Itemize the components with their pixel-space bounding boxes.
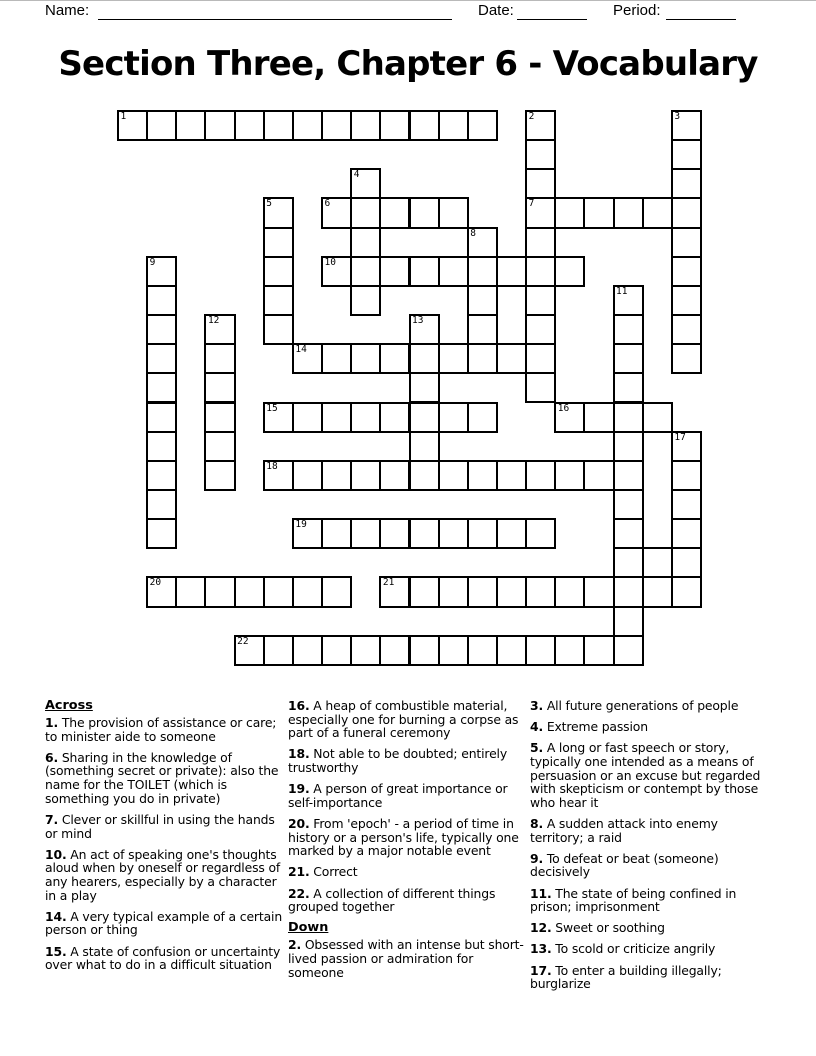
grid-cell bbox=[350, 460, 381, 491]
grid-cell bbox=[671, 197, 702, 228]
grid-cell bbox=[117, 110, 148, 141]
grid-cell bbox=[379, 402, 410, 433]
grid-cell bbox=[642, 547, 673, 578]
down-clue-2: 2. Obsessed with an intense but short-lived passion or admiration for someone bbox=[288, 937, 524, 980]
across-clue-7: 7. Clever or skillful in using the hands or mind bbox=[45, 811, 275, 841]
across-clue-1: 1. The provision of assistance or care; to minister aide to someone bbox=[45, 715, 277, 744]
down-clue-5: 5. A long or fast speech or story, typically one intended as a means of persuasion or an excuse but regarded with skepticism or contempt by those who hear it bbox=[530, 740, 761, 810]
grid-cell bbox=[321, 518, 352, 549]
grid-cell bbox=[379, 518, 410, 549]
page-top-border bbox=[0, 0, 816, 1]
grid-cell bbox=[671, 314, 702, 345]
grid-cell bbox=[438, 256, 469, 287]
grid-cell bbox=[525, 256, 556, 287]
grid-cell bbox=[467, 518, 498, 549]
grid-cell bbox=[671, 343, 702, 374]
grid-cell bbox=[613, 431, 644, 462]
cell-number: 3 bbox=[674, 111, 681, 122]
across-clue-22: 22. A collection of different things grouped together bbox=[288, 885, 496, 915]
grid-cell bbox=[438, 110, 469, 141]
grid-cell bbox=[496, 460, 527, 491]
grid-cell bbox=[613, 635, 644, 666]
clue-number: 4. bbox=[530, 719, 544, 735]
down-clue-11: 11. The state of being confined in prison; imprisonment bbox=[530, 885, 737, 915]
grid-cell bbox=[525, 460, 556, 491]
across-clue-19: 19. A person of great importance or self-importance bbox=[288, 781, 508, 810]
clue-number: 12. bbox=[530, 920, 552, 936]
cell-number: 15 bbox=[266, 402, 278, 414]
cell-number: 18 bbox=[266, 460, 278, 472]
grid-cell bbox=[175, 110, 206, 141]
grid-cell bbox=[146, 576, 177, 607]
cell-number: 13 bbox=[412, 315, 424, 327]
grid-cell bbox=[525, 372, 556, 403]
cell-number: 20 bbox=[149, 577, 162, 589]
clue-column-1 bbox=[45, 699, 288, 979]
grid-cell bbox=[554, 460, 585, 491]
grid-cell bbox=[350, 227, 381, 258]
grid-cell bbox=[554, 402, 585, 433]
grid-cell bbox=[175, 576, 206, 607]
grid-cell bbox=[613, 285, 644, 316]
grid-cell bbox=[467, 314, 498, 345]
grid-cell bbox=[409, 110, 440, 141]
page-title: Section Three, Chapter 6 - Vocabulary bbox=[58, 44, 758, 84]
grid-cell bbox=[204, 372, 235, 403]
grid-cell bbox=[379, 110, 410, 141]
grid-cell bbox=[671, 576, 702, 607]
grid-cell bbox=[613, 547, 644, 578]
grid-cell bbox=[263, 402, 294, 433]
grid-cell bbox=[263, 460, 294, 491]
grid-cell bbox=[671, 139, 702, 170]
grid-cell bbox=[525, 168, 556, 199]
grid-cell bbox=[583, 635, 614, 666]
grid-cell bbox=[350, 635, 381, 666]
grid-cell bbox=[496, 576, 527, 607]
grid-cell bbox=[379, 635, 410, 666]
grid-cell bbox=[467, 285, 498, 316]
grid-cell bbox=[613, 314, 644, 345]
grid-cell bbox=[438, 197, 469, 228]
across-clue-10: 10. An act of speaking one's thoughts aloud when by oneself or regardless of any hearers, especially by a character in a play bbox=[45, 846, 281, 903]
clue-number: 21. bbox=[288, 864, 310, 880]
grid-cell bbox=[292, 460, 323, 491]
grid-cell bbox=[146, 285, 177, 316]
grid-cell bbox=[642, 402, 673, 433]
grid-cell bbox=[321, 110, 352, 141]
grid-cell bbox=[263, 635, 294, 666]
grid-cell bbox=[409, 372, 440, 403]
clue-column-2 bbox=[288, 699, 526, 987]
grid-cell bbox=[554, 256, 585, 287]
grid-cell bbox=[321, 576, 352, 607]
grid-cell bbox=[321, 197, 352, 228]
grid-cell bbox=[204, 431, 235, 462]
clue-number: 18. bbox=[288, 746, 310, 762]
grid-cell bbox=[204, 460, 235, 491]
grid-cell bbox=[234, 110, 265, 141]
grid-cell bbox=[642, 576, 673, 607]
grid-cell bbox=[409, 402, 440, 433]
grid-cell bbox=[671, 431, 702, 462]
grid-cell bbox=[525, 518, 556, 549]
cell-number: 11 bbox=[616, 285, 628, 297]
grid-cell bbox=[642, 197, 673, 228]
down-clue-17: 17. To enter a building illegally; burglarize bbox=[530, 962, 722, 992]
across-clue-15: 15. A state of confusion or uncertainty over what to do in a difficult situation bbox=[45, 943, 281, 973]
grid-cell bbox=[321, 256, 352, 287]
grid-cell bbox=[583, 460, 614, 491]
grid-cell bbox=[409, 256, 440, 287]
grid-cell bbox=[467, 343, 498, 374]
grid-cell bbox=[379, 256, 410, 287]
grid-cell bbox=[204, 402, 235, 433]
clue-number: 9. bbox=[530, 850, 544, 866]
grid-cell bbox=[525, 139, 556, 170]
date-label: Date: bbox=[478, 2, 514, 19]
grid-cell bbox=[204, 314, 235, 345]
clue-column-3 bbox=[530, 699, 768, 998]
grid-cell bbox=[321, 460, 352, 491]
grid-cell bbox=[350, 518, 381, 549]
cell-number: 21 bbox=[382, 577, 395, 589]
clue-number: 5. bbox=[530, 740, 544, 756]
clue-number: 11. bbox=[530, 885, 552, 901]
grid-cell bbox=[409, 635, 440, 666]
grid-cell bbox=[438, 460, 469, 491]
clue-number: 3. bbox=[530, 698, 544, 713]
grid-cell bbox=[321, 635, 352, 666]
clue-number: 16. bbox=[288, 698, 310, 713]
grid-cell bbox=[525, 227, 556, 258]
down-clue-13: 13. To scold or criticize angrily bbox=[530, 941, 716, 957]
grid-cell bbox=[263, 314, 294, 345]
grid-cell bbox=[613, 460, 644, 491]
down-clue-12: 12. Sweet or soothing bbox=[530, 920, 665, 936]
clue-number: 19. bbox=[288, 781, 310, 797]
clue-number: 8. bbox=[530, 815, 544, 831]
grid-cell bbox=[525, 197, 556, 228]
grid-cell bbox=[321, 402, 352, 433]
clue-number: 20. bbox=[288, 815, 310, 831]
name-label: Name: bbox=[45, 2, 90, 19]
grid-cell bbox=[350, 285, 381, 316]
grid-cell bbox=[496, 635, 527, 666]
grid-cell bbox=[292, 343, 323, 374]
grid-cell bbox=[409, 460, 440, 491]
grid-cell bbox=[146, 372, 177, 403]
grid-cell bbox=[204, 576, 235, 607]
grid-cell bbox=[671, 489, 702, 520]
grid-cell bbox=[146, 460, 177, 491]
grid-cell bbox=[496, 343, 527, 374]
grid-cell bbox=[409, 518, 440, 549]
grid-cell bbox=[146, 256, 177, 287]
grid-cell bbox=[554, 635, 585, 666]
grid-cell bbox=[292, 518, 323, 549]
clue-number: 17. bbox=[530, 962, 552, 978]
cell-number: 16 bbox=[557, 402, 570, 414]
grid-cell bbox=[467, 110, 498, 141]
cell-number: 5 bbox=[266, 198, 272, 210]
clue-number: 14. bbox=[45, 908, 67, 924]
grid-cell bbox=[292, 635, 323, 666]
grid-cell bbox=[496, 518, 527, 549]
grid-cell bbox=[438, 402, 469, 433]
grid-cell bbox=[146, 489, 177, 520]
grid-cell bbox=[146, 402, 177, 433]
grid-cell bbox=[234, 576, 265, 607]
cell-number: 1 bbox=[120, 111, 127, 122]
grid-cell bbox=[467, 256, 498, 287]
cell-number: 8 bbox=[470, 227, 477, 239]
grid-cell bbox=[204, 343, 235, 374]
grid-cell bbox=[350, 197, 381, 228]
cell-number: 4 bbox=[353, 169, 360, 181]
across-clue-6: 6. Sharing in the knowledge of (something secret or private): also the name for the TOILET (which is something you do in private) bbox=[45, 749, 279, 806]
clue-number: 2. bbox=[288, 937, 302, 953]
clues-heading-down: Down bbox=[288, 920, 329, 936]
grid-cell bbox=[146, 110, 177, 141]
grid-cell bbox=[292, 576, 323, 607]
grid-cell bbox=[438, 576, 469, 607]
grid-cell bbox=[583, 197, 614, 228]
grid-cell bbox=[321, 343, 352, 374]
grid-cell bbox=[292, 110, 323, 141]
grid-cell bbox=[350, 343, 381, 374]
grid-cell bbox=[146, 343, 177, 374]
cell-number: 19 bbox=[295, 519, 307, 531]
grid-cell bbox=[409, 197, 440, 228]
grid-cell bbox=[263, 576, 294, 607]
down-clue-4: 4. Extreme passion bbox=[530, 719, 648, 735]
period-label: Period: bbox=[613, 2, 661, 19]
clue-number: 22. bbox=[288, 885, 310, 901]
grid-cell bbox=[438, 343, 469, 374]
grid-cell bbox=[613, 402, 644, 433]
grid-cell bbox=[525, 110, 556, 141]
cell-number: 14 bbox=[295, 344, 307, 356]
grid-cell bbox=[613, 518, 644, 549]
clues-heading-across: Across bbox=[45, 698, 93, 713]
cell-number: 6 bbox=[324, 198, 331, 210]
grid-cell bbox=[554, 576, 585, 607]
grid-cell bbox=[263, 227, 294, 258]
grid-cell bbox=[525, 314, 556, 345]
period-blank-line bbox=[666, 2, 736, 20]
grid-cell bbox=[409, 431, 440, 462]
name-blank-line bbox=[98, 2, 452, 20]
grid-cell bbox=[583, 402, 614, 433]
clue-number: 1. bbox=[45, 715, 59, 731]
cell-number: 22 bbox=[237, 635, 249, 647]
grid-cell bbox=[438, 518, 469, 549]
cell-number: 10 bbox=[324, 256, 336, 268]
grid-cell bbox=[467, 576, 498, 607]
grid-cell bbox=[292, 402, 323, 433]
grid-cell bbox=[671, 168, 702, 199]
cell-number: 2 bbox=[528, 111, 535, 122]
grid-cell bbox=[671, 227, 702, 258]
cell-number: 12 bbox=[207, 315, 220, 327]
down-clue-3: 3. All future generations of people bbox=[530, 698, 739, 713]
grid-cell bbox=[554, 197, 585, 228]
grid-cell bbox=[671, 547, 702, 578]
grid-cell bbox=[409, 314, 440, 345]
down-clue-8: 8. A sudden attack into enemy territory; a raid bbox=[530, 815, 718, 845]
grid-cell bbox=[350, 168, 381, 199]
grid-cell bbox=[146, 431, 177, 462]
grid-cell bbox=[525, 285, 556, 316]
clue-number: 15. bbox=[45, 943, 67, 959]
grid-cell bbox=[613, 576, 644, 607]
grid-cell bbox=[350, 256, 381, 287]
cell-number: 9 bbox=[149, 256, 156, 268]
grid-cell bbox=[496, 256, 527, 287]
grid-cell bbox=[350, 110, 381, 141]
grid-cell bbox=[234, 635, 265, 666]
grid-cell bbox=[409, 343, 440, 374]
grid-cell bbox=[350, 402, 381, 433]
grid-cell bbox=[379, 576, 410, 607]
across-clue-16: 16. A heap of combustible material, especially one for burning a corpse as part of a funeral ceremony bbox=[288, 698, 519, 741]
grid-cell bbox=[204, 110, 235, 141]
grid-cell bbox=[263, 197, 294, 228]
grid-cell bbox=[467, 460, 498, 491]
grid-cell bbox=[379, 460, 410, 491]
grid-cell bbox=[263, 110, 294, 141]
grid-cell bbox=[467, 635, 498, 666]
down-clue-9: 9. To defeat or beat (someone) decisively bbox=[530, 850, 719, 880]
grid-cell bbox=[583, 576, 614, 607]
date-blank-line bbox=[517, 2, 587, 20]
grid-cell bbox=[467, 227, 498, 258]
clue-number: 10. bbox=[45, 846, 67, 862]
grid-cell bbox=[263, 285, 294, 316]
across-clue-21: 21. Correct bbox=[288, 864, 358, 880]
grid-cell bbox=[525, 635, 556, 666]
grid-cell bbox=[671, 460, 702, 491]
grid-cell bbox=[525, 576, 556, 607]
grid-cell bbox=[409, 576, 440, 607]
clue-number: 6. bbox=[45, 749, 59, 765]
clue-number: 7. bbox=[45, 811, 59, 827]
grid-cell bbox=[379, 343, 410, 374]
grid-cell bbox=[525, 343, 556, 374]
grid-cell bbox=[146, 314, 177, 345]
grid-cell bbox=[263, 256, 294, 287]
grid-cell bbox=[613, 606, 644, 637]
grid-cell bbox=[146, 518, 177, 549]
grid-cell bbox=[671, 110, 702, 141]
grid-cell bbox=[613, 197, 644, 228]
grid-cell bbox=[671, 256, 702, 287]
grid-cell bbox=[438, 635, 469, 666]
across-clue-18: 18. Not able to be doubted; entirely trustworthy bbox=[288, 746, 508, 776]
grid-cell bbox=[467, 402, 498, 433]
grid-cell bbox=[613, 372, 644, 403]
across-clue-14: 14. A very typical example of a certain person or thing bbox=[45, 908, 283, 938]
clue-number: 13. bbox=[530, 941, 552, 957]
grid-cell bbox=[671, 285, 702, 316]
grid-cell bbox=[613, 489, 644, 520]
cell-number: 7 bbox=[528, 198, 535, 210]
across-clue-20: 20. From 'epoch' - a period of time in history or a person's life, typically one marked by a major notable event bbox=[288, 815, 519, 859]
grid-cell bbox=[671, 518, 702, 549]
grid-cell bbox=[613, 343, 644, 374]
grid-cell bbox=[379, 197, 410, 228]
cell-number: 17 bbox=[674, 431, 686, 443]
